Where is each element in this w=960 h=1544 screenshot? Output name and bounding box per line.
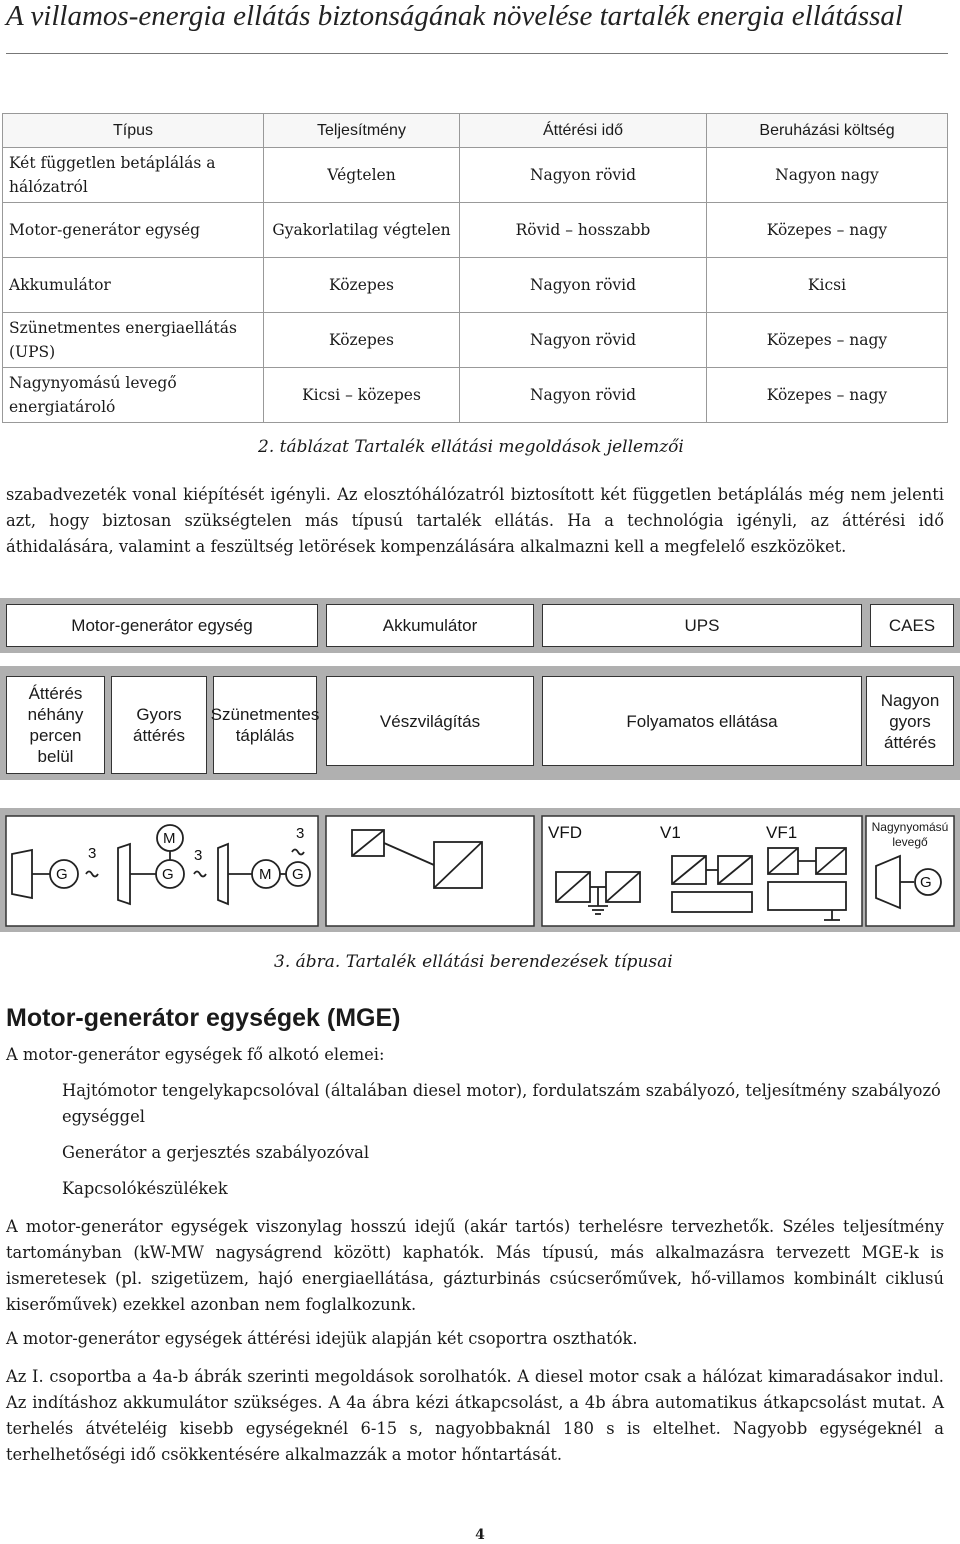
table-cell: Kicsi (707, 258, 948, 313)
label-caes: CAES (870, 604, 954, 647)
table-cell: Közepes – nagy (707, 203, 948, 258)
table-cell: Gyakorlatilag végtelen (264, 203, 460, 258)
phase-count: 3 (88, 845, 97, 862)
list-item: Hajtómotor tengelykapcsolóval (általában diesel motor), fordulatszám szabályozó, teljesítmény szabályozó egységgel (62, 1081, 941, 1126)
page-number: 4 (475, 1527, 485, 1543)
label-continuous-supply: Folyamatos ellátása (542, 676, 862, 766)
equipment-schematic (0, 808, 960, 932)
reserve-supply-table (2, 113, 948, 423)
phase-count: 3 (296, 825, 305, 842)
table-header-row (3, 114, 948, 148)
body-paragraph: A motor-generátor egységek áttérési idejük alapján két csoportra oszthatók. (6, 1329, 638, 1348)
vfd-label: VFD (548, 823, 582, 842)
label-accumulator: Akkumulátor (326, 604, 534, 647)
battery-panel (326, 816, 534, 926)
table-cell: Szünetmentes energiaellátás (UPS) (3, 313, 264, 368)
table-row (3, 313, 948, 368)
column-header: Áttérési idő (460, 114, 707, 148)
table-cell: Rövid – hosszabb (460, 203, 707, 258)
list-item: Kapcsolókészülékek (62, 1179, 228, 1198)
table-cell: Nagyon rövid (460, 313, 707, 368)
vf1-label: VF1 (766, 823, 798, 842)
table-cell: Közepes – nagy (707, 368, 948, 423)
label-emergency-lighting: Vészvilágítás (326, 676, 534, 766)
section-lead: A motor-generátor egységek fő alkotó elemei: (6, 1045, 385, 1064)
column-header: Beruházási költség (707, 114, 948, 148)
table-row (3, 258, 948, 313)
table-cell: Nagyon rövid (460, 258, 707, 313)
title-divider (6, 53, 948, 54)
motor-label: M (163, 830, 176, 847)
table-cell: Közepes (264, 313, 460, 368)
section-heading: Motor-generátor egységek (MGE) (6, 1004, 401, 1032)
table-cell: Nagyon rövid (460, 368, 707, 423)
label-fast-switchover: Gyors áttérés (111, 676, 207, 774)
table-cell: Közepes (264, 258, 460, 313)
column-header: Típus (3, 114, 264, 148)
table-caption: 2. táblázat Tartalék ellátási megoldások jellemzői (258, 437, 684, 457)
generator-label: G (292, 866, 304, 883)
v1-label: V1 (660, 823, 681, 842)
label-ups: UPS (542, 604, 862, 647)
caes-label: Nagynyomású levegő (871, 820, 949, 849)
table-cell: Két független betáplálás a hálózatról (3, 148, 264, 203)
table-cell: Nagynyomású levegő energiatároló (3, 368, 264, 423)
table-row (3, 148, 948, 203)
column-header: Teljesítmény (264, 114, 460, 148)
page-title: A villamos-energia ellátás biztonságának növelése tartalék energia ellátással (6, 0, 903, 32)
label-uninterrupted-supply: Szünetmentes táplálás (213, 676, 317, 774)
table-row (3, 368, 948, 423)
table-row (3, 203, 948, 258)
table-cell: Nagyon rövid (460, 148, 707, 203)
table-cell: Akkumulátor (3, 258, 264, 313)
generator-label: G (920, 874, 932, 891)
body-paragraph: Az I. csoportba a 4a-b ábrák szerinti megoldások sorolhatók. A diesel motor csak a hálózat kimaradásakor indul. Az indításhoz akkumulátor szükséges. A 4a ábra kézi átkapcsolást, a 4b ábra automatikus átkapcsolást mutat. A terhelés átvételéig kisebb egységeknél 6-15 s, nagyobbaknál 180 s is eltelhet. Nagyobb egységeknél a terhelhetőségi idő csökkentésére alkalmazzák a motor hőntartását. (6, 1367, 944, 1464)
table-cell: Motor-generátor egység (3, 203, 264, 258)
generator-label: G (56, 866, 68, 883)
intro-paragraph: szabadvezeték vonal kiépítését igényli. Az elosztóhálózatról biztosított két független betáplálás még nem jelenti azt, hogy biztosan szükségtelen más típusú tartalék ellátás. Ha a technológia igényli, az áttérési idő áthidalására, valamint a feszültség letörések kompenzálására alkalmazni kell a megfelelő eszközöket. (6, 485, 944, 556)
table-cell: Végtelen (264, 148, 460, 203)
table-cell: Nagyon nagy (707, 148, 948, 203)
label-very-fast-switchover: Nagyon gyors áttérés (866, 676, 954, 766)
phase-count: 3 (194, 847, 203, 864)
motor-label: M (259, 866, 272, 883)
body-paragraph: A motor-generátor egységek viszonylag hosszú idejű (akár tartós) terhelésre tervezhetők. Széles teljesítmény tartományban (kW-MW nagyságrend között) kaphatók. Más típusú, más alkalmazásra tervezett MGE-k is ismeretesek (pl. szigetüzem, hajó energiaellátása, gázturbinás csúcserőművek, hő-villamos kombinált ciklusú kiserőművek) ezekkel azonban nem foglalkozunk. (6, 1217, 944, 1314)
label-switchover-minutes: Áttérés néhány percen belül (6, 676, 105, 774)
table-cell: Kicsi – közepes (264, 368, 460, 423)
figure-caption: 3. ábra. Tartalék ellátási berendezések típusai (274, 952, 673, 972)
list-item: Generátor a gerjesztés szabályozóval (62, 1143, 370, 1162)
generator-label: G (162, 866, 174, 883)
label-motor-generator: Motor-generátor egység (6, 604, 318, 647)
table-cell: Közepes – nagy (707, 313, 948, 368)
